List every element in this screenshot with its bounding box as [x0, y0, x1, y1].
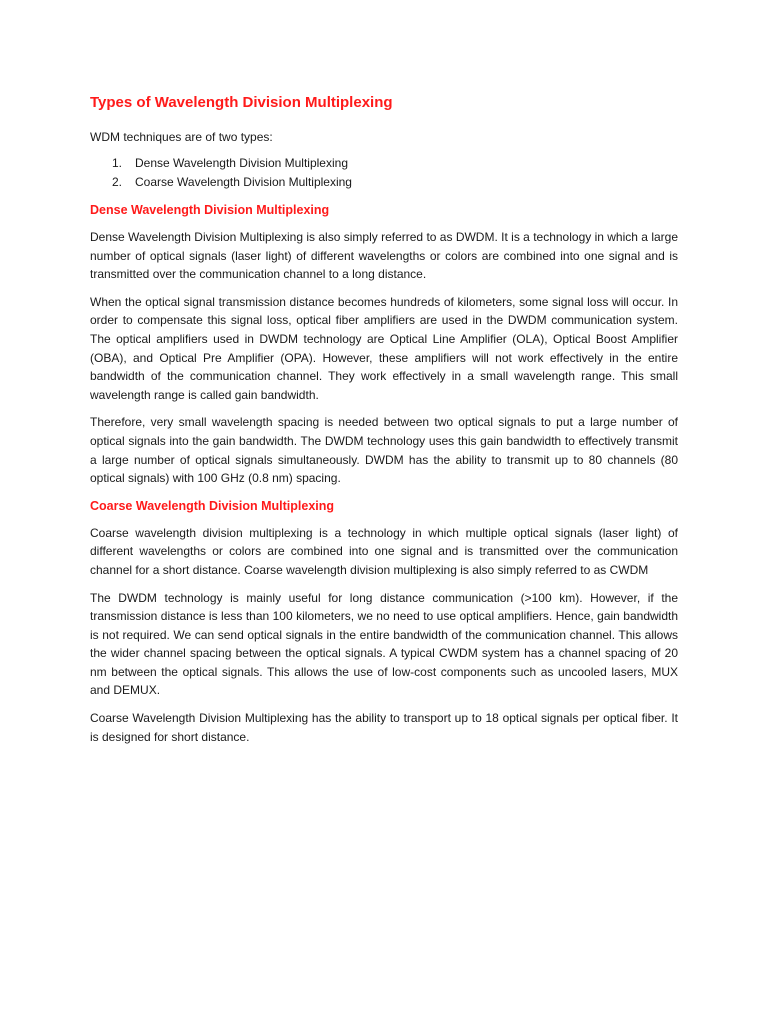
cwdm-paragraph-2: The DWDM technology is mainly useful for long distance communication (>100 km). However, if the transmission distance is less than 100 kilometers, we no need to use optical amplifiers. Hence, gain bandwidth is not required. We can send optical signals in the entire bandwidth of the communication channel. This allows the wider channel spacing between the optical signals. A typical CWDM system has a channel spacing of 20 nm between the optical signals. This allows the use of low-cost components such as uncooled lasers, MUX and DEMUX.: [90, 590, 678, 698]
list-item: [90, 173, 678, 192]
dwdm-paragraph-1: Dense Wavelength Division Multiplexing is also simply referred to as DWDM. It is a technology in which a large number of optical signals (laser light) of different wavelengths or colors are combined into one signal and is transmitted over the communication channel to a long distance.: [90, 230, 678, 282]
dwdm-paragraph-3: Therefore, very small wavelength spacing is needed between two optical signals to put a large number of optical signals into the gain bandwidth. The DWDM technology uses this gain bandwidth to effectively transmit a large number of optical signals simultaneously. DWDM has the ability to transmit up to 80 channels (80 optical signals) with 100 GHz (0.8 nm) spacing.: [90, 415, 678, 486]
intro-text: WDM techniques are of two types:: [90, 130, 273, 144]
types-list: [90, 154, 678, 192]
cwdm-paragraph-1: Coarse wavelength division multiplexing is a technology in which multiple optical signals (laser light) of different wavelengths or colors are combined into one signal and is transmitted over the communication channel for a short distance. Coarse wavelength division multiplexing is also simply referred to as CWDM: [90, 525, 678, 577]
list-item-number: 1.: [112, 156, 123, 170]
list-item: [90, 154, 678, 173]
cwdm-paragraph-3: Coarse Wavelength Division Multiplexing has the ability to transport up to 18 optical signals per optical fiber. It is designed for short distance.: [90, 711, 678, 744]
dwdm-heading: Dense Wavelength Division Multiplexing: [90, 203, 330, 217]
dwdm-paragraph-2: When the optical signal transmission distance becomes hundreds of kilometers, some signal loss will occur. In order to compensate this signal loss, optical fiber amplifiers are used in the DWDM communication system. The optical amplifiers used in DWDM technology are Optical Line Amplifier (OLA), Optical Boost Amplifier (OBA), and Optical Pre Amplifier (OPA). However, these amplifiers will not work effectively in the entire bandwidth of the communication channel. They work effectively in a small wavelength range. This small wavelength range is called gain bandwidth.: [90, 294, 678, 402]
cwdm-heading: Coarse Wavelength Division Multiplexing: [90, 498, 335, 513]
page-title: Types of Wavelength Division Multiplexing: [90, 94, 393, 111]
list-item-number: 2.: [112, 175, 123, 189]
list-item-text: Coarse Wavelength Division Multiplexing: [135, 175, 352, 189]
list-item-text: Dense Wavelength Division Multiplexing: [135, 156, 348, 170]
document-content: [90, 92, 678, 755]
